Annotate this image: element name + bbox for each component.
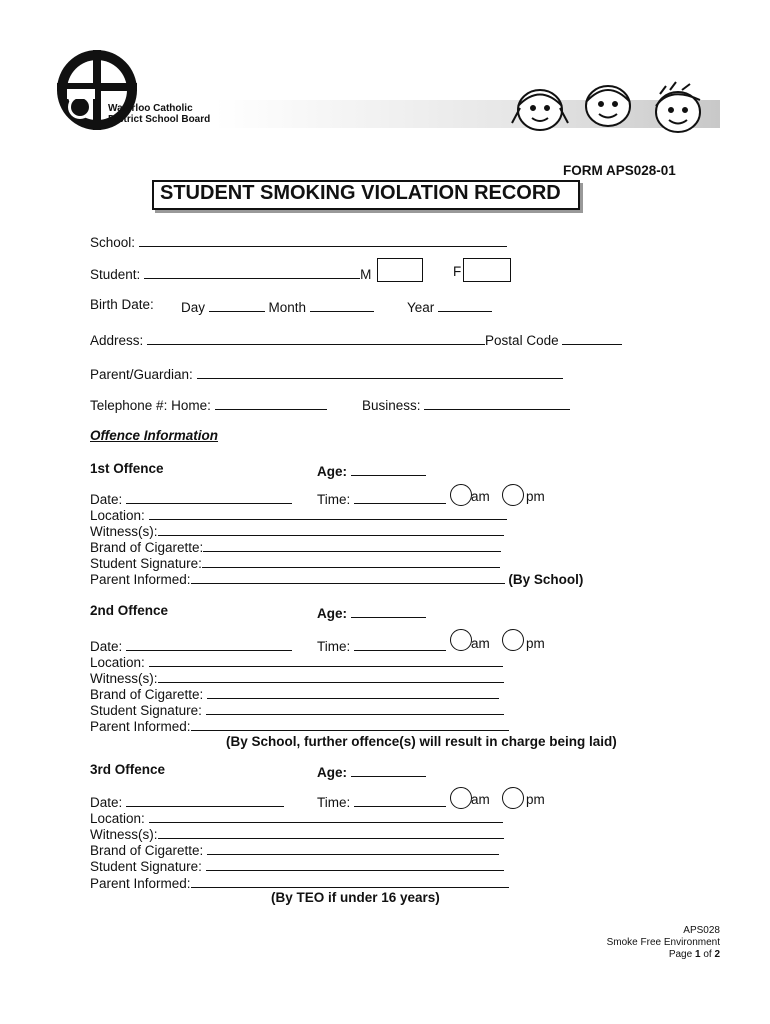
- female-label: F: [453, 264, 462, 279]
- male-checkbox[interactable]: [377, 258, 423, 282]
- business-phone-group: [362, 395, 570, 413]
- offence-3-location-label: Location:: [90, 811, 145, 826]
- offence-1-title: 1st Offence: [90, 461, 164, 476]
- page-footer: [607, 925, 720, 961]
- offence-3-signature-row: [90, 856, 504, 874]
- offence-2-brand-label: Brand of Cigarette:: [90, 687, 204, 702]
- offence-2-parent-informed-row: [90, 716, 509, 734]
- home-label: Home:: [171, 398, 211, 413]
- offence-2-brand-field[interactable]: [207, 684, 499, 699]
- birth-date-label: Birth Date:: [90, 297, 154, 312]
- board-name: [108, 103, 210, 125]
- year-field[interactable]: [438, 297, 492, 312]
- offence-2-pm-radio[interactable]: [502, 629, 524, 651]
- student-label: Student:: [90, 267, 141, 282]
- telephone-label: Telephone #:: [90, 398, 168, 413]
- offence-3-date-field[interactable]: [126, 792, 284, 807]
- day-label: Day: [181, 300, 206, 315]
- offence-1-signature-field[interactable]: [202, 553, 500, 568]
- day-field[interactable]: [209, 297, 265, 312]
- offence-1-parent-informed-label: Parent Informed:: [90, 572, 191, 587]
- offence-1-location-field[interactable]: [149, 505, 507, 520]
- offence-2-age-field[interactable]: [351, 603, 426, 618]
- offence-2-age-row: [317, 603, 426, 621]
- offence-3-age-field[interactable]: [351, 762, 426, 777]
- year-label: Year: [407, 300, 435, 315]
- offence-3-parent-informed-field[interactable]: [191, 873, 509, 888]
- offence-2-am-radio[interactable]: [450, 629, 472, 651]
- offence-2-witness-label: Witness(s):: [90, 671, 158, 686]
- offence-1-brand-field[interactable]: [203, 537, 501, 552]
- birth-year-group: [407, 297, 492, 315]
- offence-1-pm-label: pm: [526, 489, 545, 504]
- address-label: Address:: [90, 333, 144, 348]
- parent-guardian-label: Parent/Guardian:: [90, 367, 193, 382]
- address-row: [90, 330, 622, 348]
- offence-2-note: (By School, further offence(s) will result in charge being laid): [226, 734, 617, 749]
- offence-3-pm-radio[interactable]: [502, 787, 524, 809]
- offence-3-brand-field[interactable]: [207, 840, 499, 855]
- offence-2-age-label: Age:: [317, 606, 347, 621]
- parent-guardian-field[interactable]: [197, 364, 563, 379]
- offence-2-date-label: Date:: [90, 639, 123, 654]
- offence-3-am-radio[interactable]: [450, 787, 472, 809]
- offence-2-location-field[interactable]: [149, 652, 503, 667]
- offence-2-am-label: am: [471, 636, 490, 651]
- offence-2-parent-informed-field[interactable]: [191, 716, 509, 731]
- home-phone-field[interactable]: [215, 395, 327, 410]
- offence-3-parent-informed-label: Parent Informed:: [90, 876, 191, 891]
- telephone-row: [90, 395, 327, 413]
- footer-page-number: 1: [694, 949, 701, 960]
- female-checkbox[interactable]: [463, 258, 511, 282]
- children-faces-illustration: [500, 78, 722, 138]
- school-field[interactable]: [139, 232, 507, 247]
- offence-3-title: 3rd Offence: [90, 762, 166, 777]
- offence-1-am-radio[interactable]: [450, 484, 472, 506]
- offence-3-parent-informed-row: [90, 873, 509, 891]
- offence-information-heading: Offence Information: [90, 428, 219, 443]
- footer-page: [607, 949, 720, 961]
- offence-3-date-label: Date:: [90, 795, 123, 810]
- offence-2-time-field[interactable]: [354, 636, 446, 651]
- footer-page-prefix: Page: [668, 949, 693, 960]
- parent-guardian-row: [90, 364, 563, 382]
- student-row: [90, 264, 371, 282]
- offence-1-parent-informed-field[interactable]: [191, 569, 505, 584]
- offence-3-time-label: Time:: [317, 795, 351, 810]
- offence-2-witness-field[interactable]: [158, 668, 504, 683]
- offence-1-am-label: am: [471, 489, 490, 504]
- offence-2-time-label: Time:: [317, 639, 351, 654]
- offence-2-signature-label: Student Signature:: [90, 703, 202, 718]
- business-label: Business:: [362, 398, 421, 413]
- footer-subject: Smoke Free Environment: [606, 937, 720, 948]
- offence-3-signature-field[interactable]: [206, 856, 504, 871]
- offence-1-age-label: Age:: [317, 464, 347, 479]
- offence-1-witness-field[interactable]: [158, 521, 504, 536]
- offence-3-am-label: am: [471, 792, 490, 807]
- student-name-field[interactable]: [144, 264, 360, 279]
- offence-1-time-field[interactable]: [354, 489, 446, 504]
- birth-date-row: [90, 297, 154, 312]
- offence-1-note: (By School): [508, 572, 584, 587]
- offence-3-witness-label: Witness(s):: [90, 827, 158, 842]
- offence-3-location-field[interactable]: [149, 808, 503, 823]
- offence-3-age-label: Age:: [317, 765, 347, 780]
- school-label: School:: [90, 235, 136, 250]
- business-phone-field[interactable]: [424, 395, 570, 410]
- school-row: [90, 232, 507, 250]
- board-name-line1: Waterloo Catholic: [108, 103, 193, 114]
- offence-1-parent-informed-row: [90, 569, 583, 587]
- offence-3-witness-field[interactable]: [158, 824, 504, 839]
- offence-2-title: 2nd Offence: [90, 603, 169, 618]
- month-label: Month: [268, 300, 307, 315]
- offence-2-signature-field[interactable]: [206, 700, 504, 715]
- offence-2-location-label: Location:: [90, 655, 145, 670]
- offence-1-age-field[interactable]: [351, 461, 426, 476]
- offence-1-age-row: [317, 461, 426, 479]
- footer-code: APS028: [683, 925, 720, 936]
- offence-3-pm-label: pm: [526, 792, 545, 807]
- offence-1-location-label: Location:: [90, 508, 145, 523]
- offence-1-signature-label: Student Signature:: [90, 556, 202, 571]
- address-field[interactable]: [147, 330, 485, 345]
- postal-code-field[interactable]: [562, 330, 622, 345]
- offence-1-witness-label: Witness(s):: [90, 524, 158, 539]
- offence-3-brand-label: Brand of Cigarette:: [90, 843, 204, 858]
- footer-page-of: of: [703, 949, 712, 960]
- male-label: M: [360, 267, 372, 282]
- offence-3-time-field[interactable]: [354, 792, 446, 807]
- form-title: STUDENT SMOKING VIOLATION RECORD: [160, 182, 561, 204]
- month-field[interactable]: [310, 297, 374, 312]
- offence-1-pm-radio[interactable]: [502, 484, 524, 506]
- offence-2-parent-informed-label: Parent Informed:: [90, 719, 191, 734]
- offence-3-age-row: [317, 762, 426, 780]
- form-number: FORM APS028-01: [563, 163, 676, 178]
- offence-2-pm-label: pm: [526, 636, 545, 651]
- postal-code-label: Postal Code: [485, 333, 559, 348]
- offence-3-note: (By TEO if under 16 years): [271, 890, 440, 905]
- birth-day-group: [181, 297, 374, 315]
- offence-3-signature-label: Student Signature:: [90, 859, 202, 874]
- offence-1-date-label: Date:: [90, 492, 123, 507]
- footer-page-total: 2: [714, 949, 720, 960]
- offence-2-date-field[interactable]: [126, 636, 292, 651]
- board-name-line2: District School Board: [108, 114, 211, 125]
- offence-1-time-label: Time:: [317, 492, 351, 507]
- offence-1-brand-label: Brand of Cigarette:: [90, 540, 204, 555]
- offence-1-date-field[interactable]: [126, 489, 292, 504]
